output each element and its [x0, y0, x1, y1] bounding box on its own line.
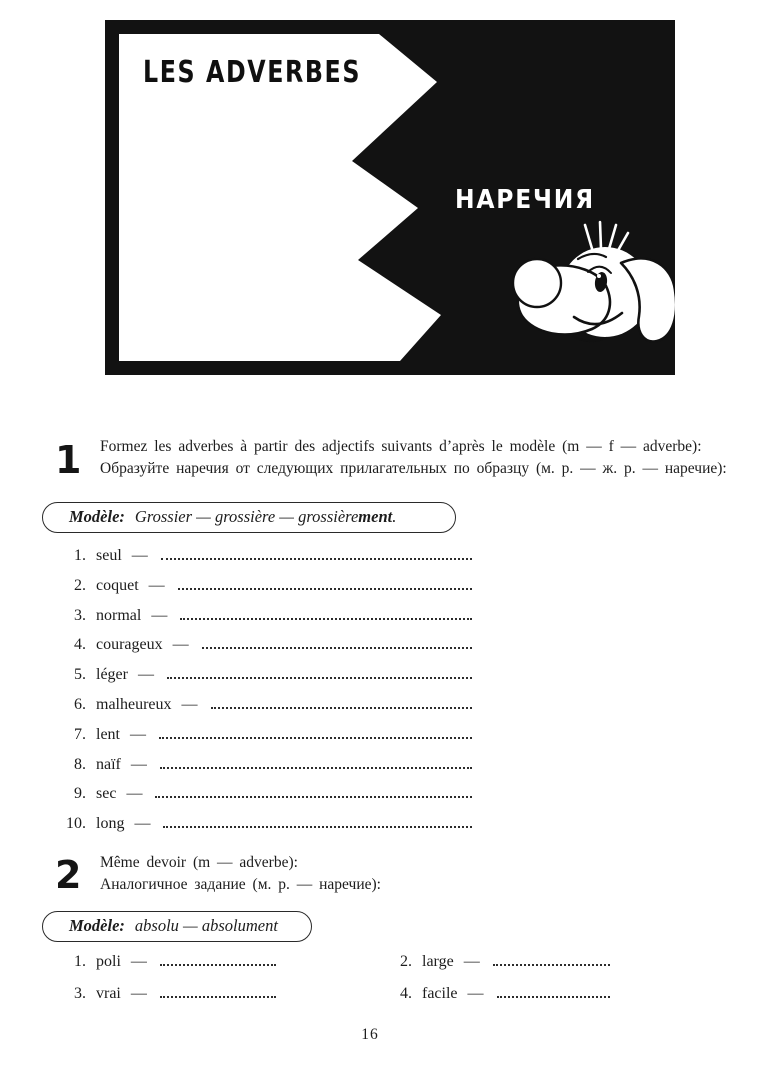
item-number: 2. — [400, 953, 412, 970]
list-item — [60, 785, 472, 815]
item-number: 7. — [74, 725, 86, 743]
answer-line — [202, 647, 472, 649]
item-number: 2. — [74, 576, 86, 594]
answer-line — [180, 618, 472, 620]
answer-line — [155, 796, 472, 798]
header-illustration — [105, 20, 675, 375]
item-number: 6. — [74, 695, 86, 713]
adjective-list — [60, 547, 472, 845]
item-word: courageux — [96, 636, 163, 654]
item-word: sec — [96, 785, 117, 803]
list-item — [386, 953, 610, 975]
dash: — — [151, 606, 168, 624]
item-word: vrai — [96, 985, 121, 1002]
item-number: 4. — [74, 636, 86, 654]
model-label: Modèle: — [69, 506, 125, 526]
instruction-french: Même devoir (m — adverbe): — [100, 854, 298, 871]
answer-line — [159, 737, 472, 739]
page-number: 16 — [361, 1026, 379, 1043]
instruction-french: Formez les adverbes à partir des adjectifs suivants d’après le modèle (m — f — adverbe): — [100, 438, 702, 455]
title-les-adverbes: LES ADVERBES — [143, 55, 361, 90]
dash: — — [181, 695, 198, 713]
list-item — [386, 985, 610, 1007]
answer-line — [493, 964, 610, 966]
item-number: 8. — [74, 755, 86, 773]
item-word: normal — [96, 606, 142, 624]
answer-line — [161, 558, 472, 560]
exercise-2-instruction — [100, 852, 760, 896]
list-item — [60, 726, 472, 756]
dash: — — [463, 953, 480, 970]
answer-line — [160, 996, 276, 998]
answer-line — [160, 767, 472, 769]
list-item — [60, 953, 276, 975]
list-item — [60, 985, 276, 1007]
dash: — — [126, 785, 143, 803]
model-box-1 — [42, 502, 456, 533]
dash: — — [148, 576, 165, 594]
list-item — [60, 756, 472, 786]
title-narechiya: НАРЕЧИЯ — [455, 185, 595, 215]
item-word: long — [96, 815, 125, 833]
answer-line — [167, 677, 472, 679]
dash: — — [172, 636, 189, 654]
model-label: Modèle: — [69, 915, 125, 935]
list-item — [60, 577, 472, 607]
item-word: large — [422, 953, 454, 970]
list-item — [60, 636, 472, 666]
dash: — — [130, 953, 147, 970]
model-text: Grossier — grossière — grossièrement. — [134, 506, 397, 526]
answer-line — [163, 826, 472, 828]
item-word: léger — [96, 666, 128, 684]
model-box-2 — [42, 911, 312, 942]
item-number: 5. — [74, 666, 86, 684]
instruction-russian: Образуйте наречия от следующих прилагательных по образцу (м. р. — ж. р. — наречие): — [100, 460, 727, 477]
item-word: naïf — [96, 755, 121, 773]
answer-line — [178, 588, 472, 590]
dash: — — [467, 985, 484, 1002]
dash: — — [134, 815, 151, 833]
header-art-canvas — [105, 20, 675, 375]
list-item — [60, 607, 472, 637]
exercise-1-number: 1 — [55, 438, 82, 482]
item-word: seul — [96, 547, 122, 564]
dash: — — [137, 666, 154, 684]
list-item — [60, 815, 472, 845]
dash: — — [130, 985, 147, 1002]
item-number: 4. — [400, 985, 412, 1002]
model-text: absolu — absolument — [134, 915, 278, 935]
item-number: 3. — [74, 985, 86, 1002]
list-item — [60, 547, 472, 577]
item-word: malheureux — [96, 695, 172, 713]
answer-line — [211, 707, 472, 709]
item-word: lent — [96, 725, 120, 743]
item-word: coquet — [96, 576, 139, 594]
adjective-grid — [60, 953, 610, 1007]
item-number: 9. — [74, 785, 86, 803]
dash: — — [130, 755, 147, 773]
answer-line — [160, 964, 276, 966]
instruction-russian: Аналогичное задание (м. р. — наречие): — [100, 876, 381, 893]
exercise-2-number: 2 — [55, 853, 82, 897]
item-number: 3. — [74, 606, 86, 624]
item-number: 1. — [74, 953, 86, 970]
dash: — — [130, 725, 146, 743]
exercise-1-instruction — [100, 436, 760, 480]
list-item — [60, 666, 472, 696]
item-word: poli — [96, 953, 121, 970]
answer-line — [497, 996, 610, 998]
dash: — — [131, 547, 148, 564]
item-word: facile — [422, 985, 458, 1002]
item-number: 1. — [74, 547, 86, 564]
list-item — [60, 696, 472, 726]
item-number: 10. — [66, 815, 86, 833]
